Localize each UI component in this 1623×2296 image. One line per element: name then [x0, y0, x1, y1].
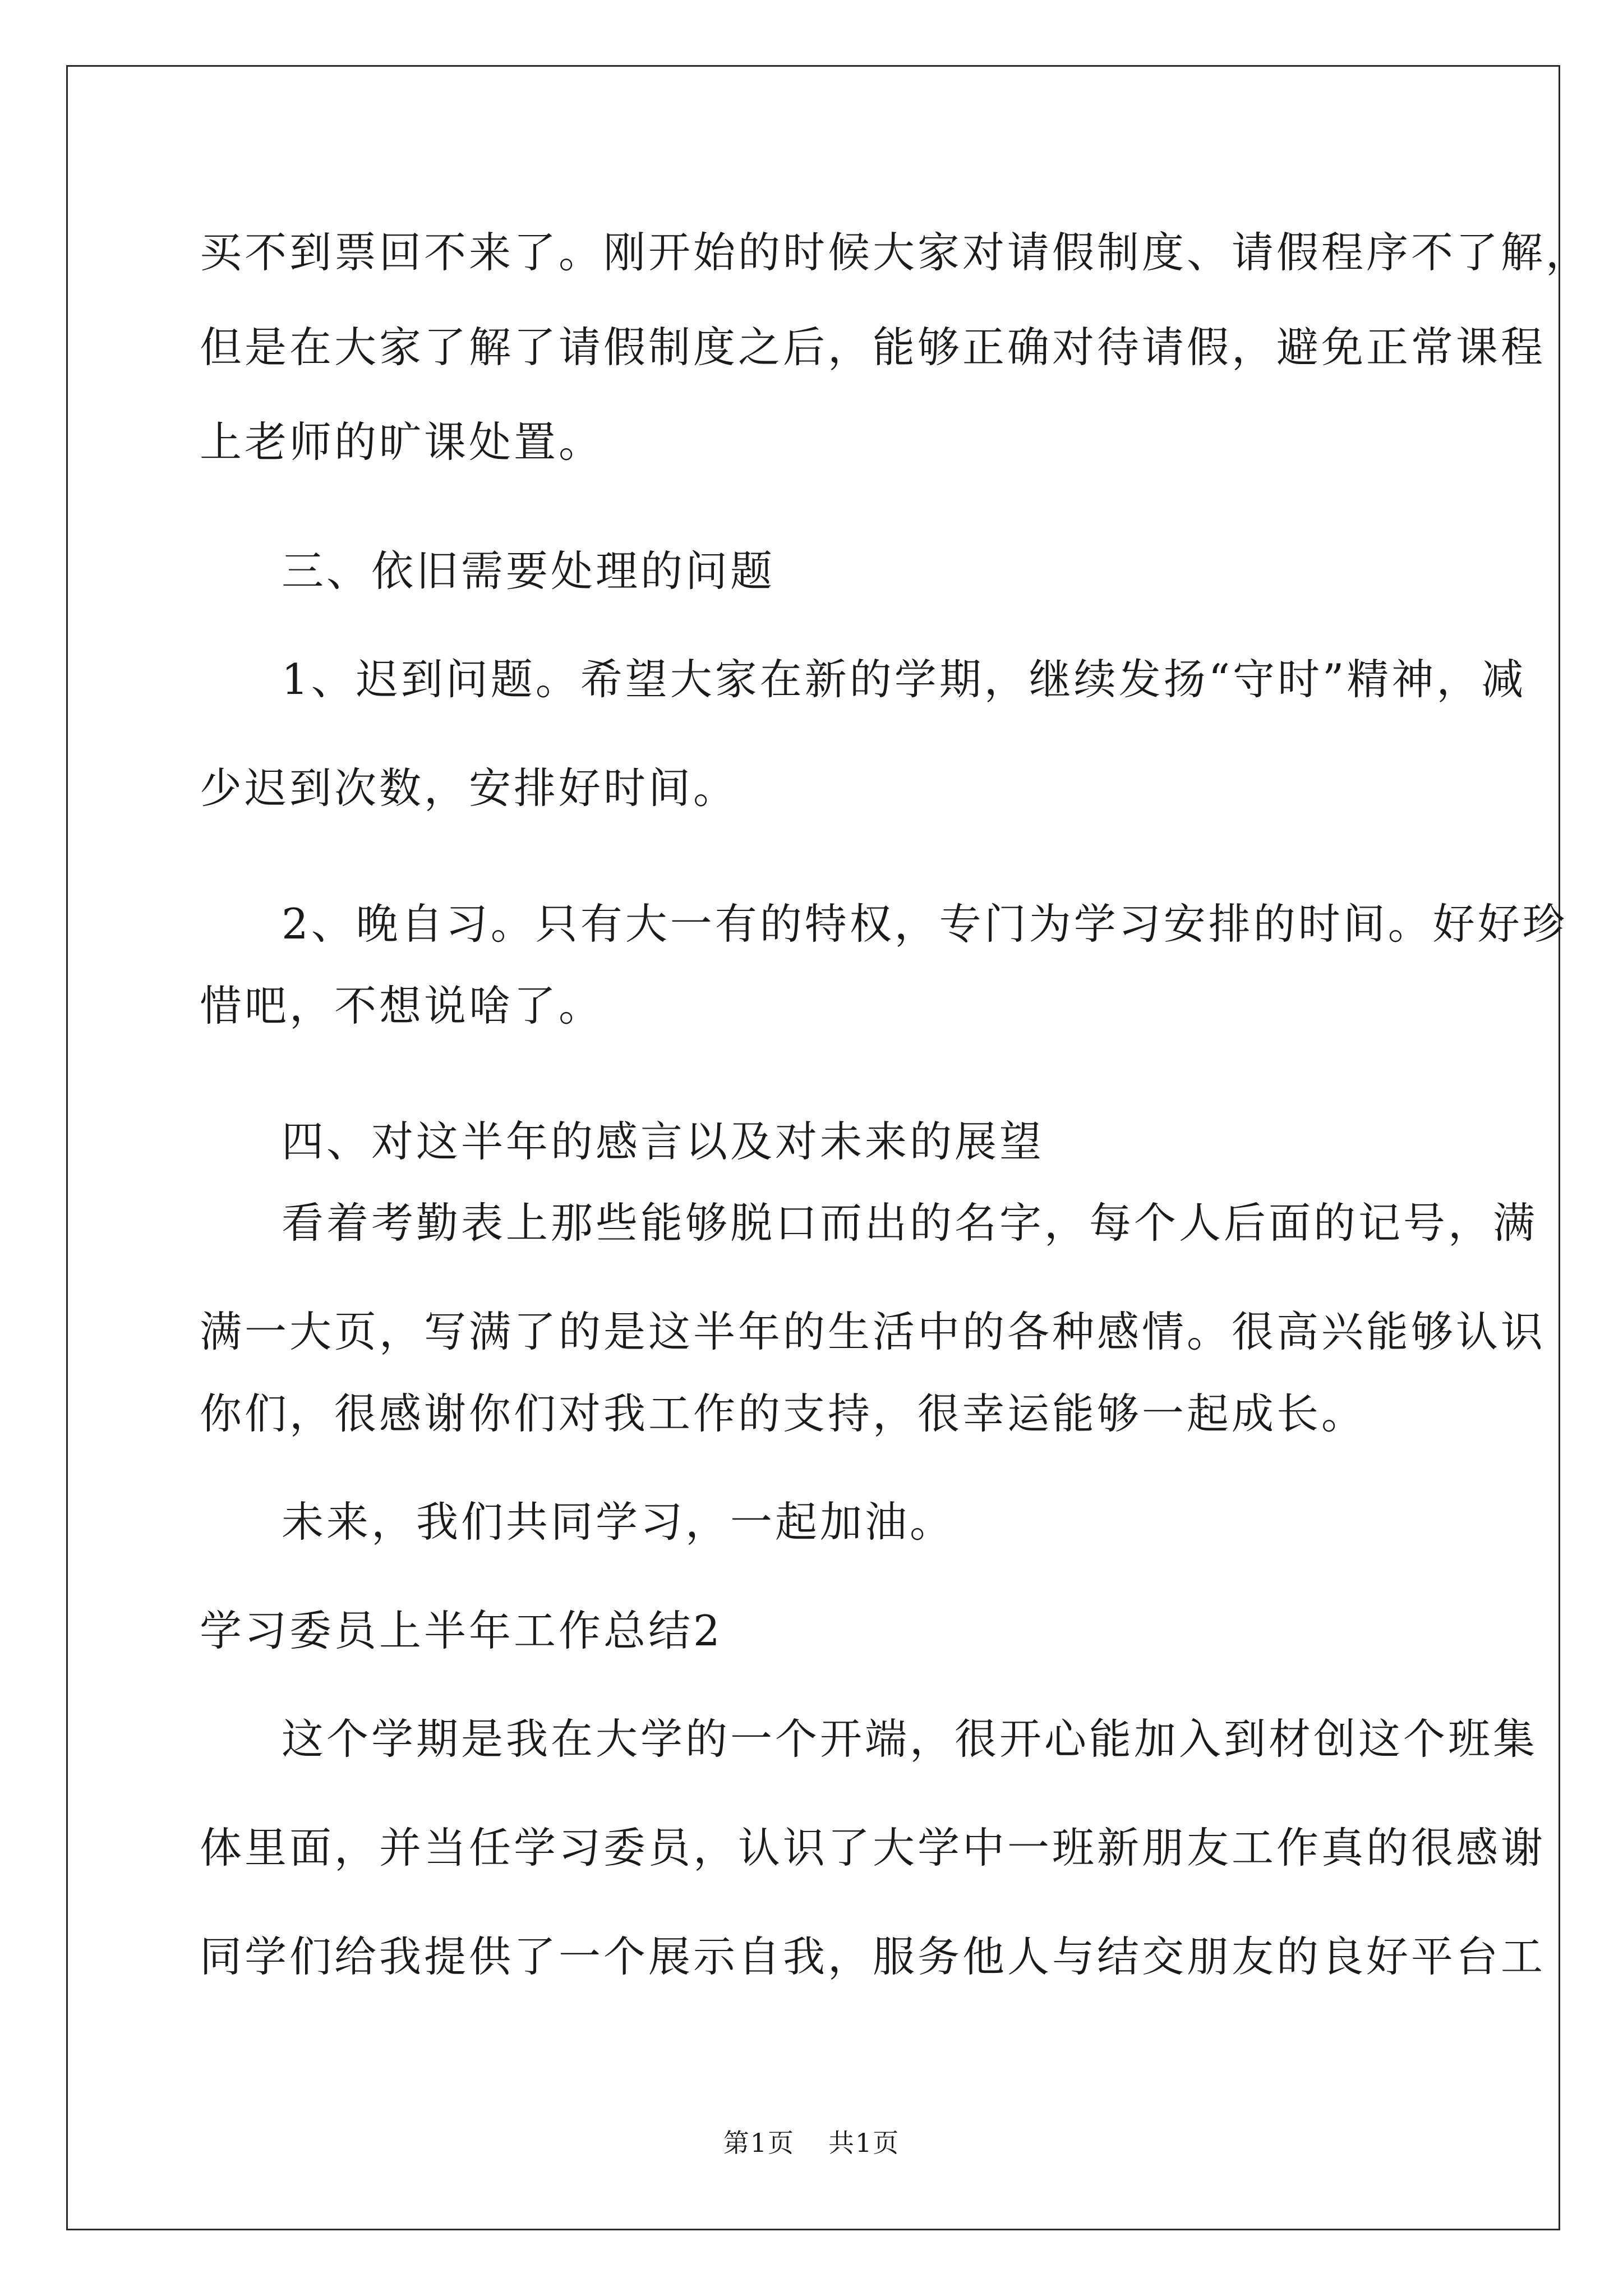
page-footer	[0, 2126, 1623, 2160]
paragraph-line: 1、迟到问题。希望大家在新的学期，继续发扬“守时”精神，减	[282, 655, 1527, 704]
paragraph-line: 少迟到次数，安排好时间。	[200, 763, 739, 813]
paragraph-line: 同学们给我提供了一个展示自我，服务他人与结交朋友的良好平台工	[200, 1932, 1546, 1981]
paragraph-line: 2、晚自习。只有大一有的特权，专门为学习安排的时间。好好珍	[282, 899, 1567, 949]
paragraph-line: 这个学期是我在大学的一个开端，很开心能加入到材创这个班集	[282, 1714, 1538, 1764]
paragraph-line: 买不到票回不来了。刚开始的时候大家对请假制度、请假程序不了解，	[200, 228, 1591, 277]
paragraph-line: 上老师的旷课处置。	[200, 417, 604, 467]
paragraph-line: 看着考勤表上那些能够脱口而出的名字，每个人后面的记号，满	[282, 1198, 1538, 1248]
page-number: 第1页	[723, 2128, 795, 2158]
section-heading: 四、对这半年的感言以及对未来的展望	[282, 1117, 1045, 1166]
paragraph-line: 满一大页，写满了的是这半年的生活中的各种感情。很高兴能够认识	[200, 1307, 1546, 1356]
document-title: 学习委员上半年工作总结2	[200, 1606, 723, 1655]
section-heading: 三、依旧需要处理的问题	[282, 546, 776, 596]
paragraph-line: 你们，很感谢你们对我工作的支持，很幸运能够一起成长。	[200, 1389, 1367, 1438]
paragraph-line: 但是在大家了解了请假制度之后，能够正确对待请假，避免正常课程	[200, 323, 1546, 372]
paragraph-line: 体里面，并当任学习委员，认识了大学中一班新朋友工作真的很感谢	[200, 1823, 1546, 1872]
paragraph-line: 未来，我们共同学习，一起加油。	[282, 1497, 955, 1547]
page-total: 共1页	[828, 2128, 900, 2158]
paragraph-line: 惜吧，不想说啥了。	[200, 981, 604, 1030]
